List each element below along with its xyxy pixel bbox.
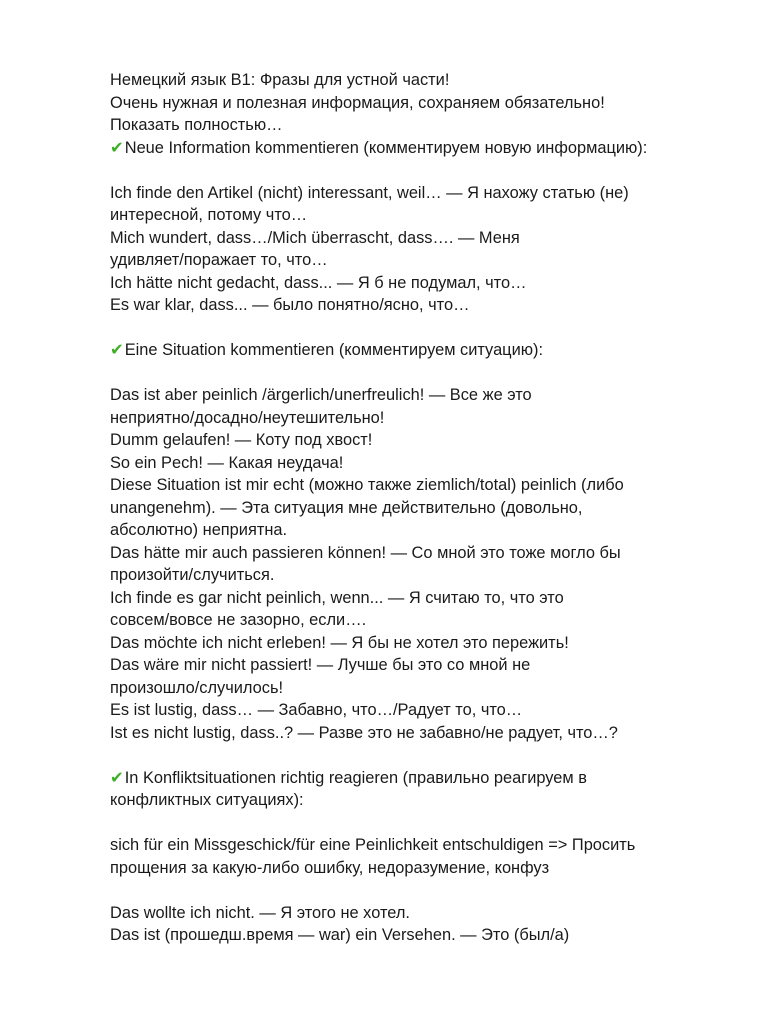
section-heading-text: In Konfliktsituationen richtig reagieren (правильно реагируем в (124, 768, 587, 787)
phrase-line: Es war klar, dass... — было понятно/ясно, что… (110, 296, 470, 314)
phrase-line: Ich hätte nicht gedacht, dass... — Я б не подумал, что… (110, 273, 527, 292)
phrase-line: Das möchte ich nicht erleben! — Я бы не хотел это пережить! (110, 633, 569, 652)
check-mark-icon: ✔ (110, 341, 124, 359)
section-heading-situation (110, 339, 750, 362)
phrase-line: Das hätte mir auch passieren können! — Со мной это тоже могло бы (110, 543, 621, 562)
phrase-line: Das ist (прошедш.время — war) ein Versehen. — Это (был/а) (110, 926, 570, 944)
post-title: Немецкий язык B1: Фразы для устной части! (110, 71, 450, 89)
phrase-line: Das wäre mir nicht passiert! — Лучше бы это со мной не (110, 656, 531, 674)
spacer (110, 362, 750, 385)
section-heading-text: Eine Situation kommentieren (комментируем ситуацию): (124, 341, 544, 359)
phrase-line: Dumm gelaufen! — Коту под хвост! (110, 431, 373, 449)
phrase-line: абсолютно) неприятна. (110, 521, 288, 539)
phrase-line: прощения за какую-либо ошибку, недоразумение, конфуз (110, 858, 550, 877)
phrase-line: sich für ein Missgeschick/für eine Peinlichkeit entschuldigen => Просить (110, 836, 636, 854)
phrase-line: Es ist lustig, dass… — Забавно, что…/Радует то, что… (110, 701, 523, 719)
phrase-line: So ein Pech! — Какая неудача! (110, 453, 344, 472)
spacer (110, 744, 750, 767)
phrase-line: Das wollte ich nicht. — Я этого не хотел. (110, 903, 410, 922)
phrase-line: Ich finde es gar nicht peinlich, wenn... — Я считаю то, что это (110, 588, 564, 607)
post-subtitle: Очень нужная и полезная информация, сохраняем обязательно! (110, 93, 605, 112)
document-body (110, 69, 750, 947)
section-heading-text: Neue Information kommentieren (комментируем новую информацию): (124, 138, 648, 157)
section-heading-new-information (110, 137, 750, 160)
check-mark-icon: ✔ (110, 138, 124, 157)
section-heading-text-cont: конфликтных ситуациях): (110, 791, 304, 809)
show-more-link[interactable]: Показать полностью… (110, 116, 283, 134)
spacer (110, 812, 750, 835)
phrase-line: Das ist aber peinlich /ärgerlich/unerfreulich! — Все же это (110, 386, 532, 404)
spacer (110, 317, 750, 340)
phrase-line: Mich wundert, dass…/Mich überrascht, dass…. — Меня (110, 228, 520, 247)
check-mark-icon: ✔ (110, 768, 124, 787)
phrase-line: совсем/вовсе не зазорно, если…. (110, 611, 367, 629)
phrase-line: произойти/случиться. (110, 566, 275, 584)
phrase-line: интересной, потому что… (110, 206, 308, 224)
phrase-line: Ist es nicht lustig, dass..? — Разве это не забавно/не радует, что…? (110, 723, 618, 742)
phrase-line: произошло/случилось! (110, 678, 284, 697)
phrase-line: unangenehm). — Эта ситуация мне действительно (довольно, (110, 498, 583, 517)
section-heading-conflict (110, 767, 750, 790)
spacer (110, 159, 750, 182)
phrase-line: удивляет/поражает то, что… (110, 251, 328, 269)
phrase-line: Diese Situation ist mir echt (можно также ziemlich/total) peinlich (либо (110, 476, 624, 494)
phrase-line: неприятно/досадно/неутешительно! (110, 408, 385, 427)
spacer (110, 879, 750, 902)
phrase-line: Ich finde den Artikel (nicht) interessant, weil… — Я нахожу статью (не) (110, 183, 629, 202)
